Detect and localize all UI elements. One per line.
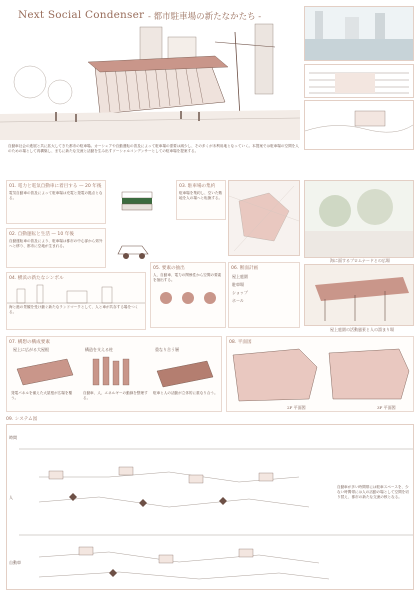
intro-text: 自動車社会の進展と共に拡大してきた都市の駐車場。カーシェアや自動運転の普及によって駐車場の需要は減少し、その多くが未利用地となっていく。本提案では駐車場の空間を人のための場として再構築し、まちに新たな交流と活動を生み出すソーシャルコンデンサーとしての駐車場を提案する。 <box>8 144 299 153</box>
row-label-cars: 自動車 <box>9 560 21 565</box>
section-elevation <box>304 64 414 98</box>
section-01-title: 01. 電力と電気自動車に着目する — 20 年後 <box>9 184 102 189</box>
section-07-title: 07. 構想の構成要素 <box>9 340 50 345</box>
section-01-text: 電気自動車の普及によって駐車場は充電と発電の拠点となる。 <box>9 191 103 200</box>
section-03-title: 03. 駐車場の集約 <box>179 184 216 189</box>
bay-sketch <box>304 100 414 150</box>
section-06-label-3: ショップ <box>232 290 248 295</box>
component-3-text: 駐車と人の活動が立体的に重なり合う。 <box>153 391 218 395</box>
component-3-title: 重なり合う層 <box>155 347 179 352</box>
plaza-image <box>304 180 414 258</box>
section-03-text: 駐車場を集約し、空いた敷地を人の場へと転換する。 <box>179 191 223 200</box>
section-05-text: 人、自動車、電力の関係性から空間の要素を抽出する。 <box>153 273 222 282</box>
section-07 <box>6 336 222 412</box>
section-06 <box>228 262 300 328</box>
section-02 <box>6 228 106 268</box>
plan-label-3f: 3F 平面図 <box>377 405 396 410</box>
section-02-text: 自動運転車の普及により、駐車場は都市の中心部から郊外へと移り、都市に空地が生まれる。 <box>9 239 103 248</box>
section-01 <box>6 180 106 224</box>
section-03 <box>176 180 226 220</box>
section-04 <box>6 272 146 330</box>
component-2-title: 構造を支える柱 <box>85 347 113 352</box>
row-label-time: 時間 <box>9 435 17 440</box>
section-06-label-2: 駐車場 <box>232 282 244 287</box>
row-label-people: 人 <box>9 495 13 500</box>
aerial-photo <box>304 6 414 61</box>
component-1-title: 屋上に広がる大屋根 <box>13 347 49 352</box>
site-map <box>228 180 300 256</box>
roof-caption: 屋上庭園の活動風景と人の溜まり場 <box>330 327 394 332</box>
component-2-text: 自動車、人、エネルギーの動線を整理する。 <box>83 391 148 400</box>
component-1-text: 発電パネルを備えた大屋根が広場を覆う。 <box>11 391 73 400</box>
poster-subtitle: - 都市駐車場の新たなかたち - <box>148 12 262 22</box>
system-diagram <box>6 424 414 590</box>
roof-image <box>304 264 414 326</box>
plaza-caption: 海に面するプロムナードとの広場 <box>330 258 390 263</box>
section-04-text: 海と港の景観を受け継ぐ新たなランドマークとして、人と車が共存する場をつくる。 <box>9 305 139 314</box>
diagram-title: 09. システム図 <box>6 417 38 422</box>
section-06-label-1: 屋上庭園 <box>232 274 248 279</box>
hero-perspective <box>0 22 300 140</box>
section-06-title: 06. 断面計画 <box>231 266 259 271</box>
section-04-title: 04. 横浜の新たなシンボル <box>9 276 64 281</box>
section-06-label-4: ホール <box>232 298 244 303</box>
poster-title: Next Social Condenser <box>18 9 145 21</box>
section-08-title: 08. 平面図 <box>229 340 252 345</box>
diagram-note: 自動車が多い時間帯には駐車スペースを、少ない時間帯には人の活動の場として空間を切り替え、都市の新たな交流の核となる。 <box>337 485 409 499</box>
car-sketch <box>112 236 162 262</box>
plan-label-2f: 2F 平面図 <box>287 405 306 410</box>
section-05 <box>150 262 226 328</box>
section-05-title: 05. 要素の抽出 <box>153 266 185 271</box>
section-08 <box>226 336 414 412</box>
battery-diagram <box>112 188 172 216</box>
section-02-title: 02. 自動運転と生活 — 10 年後 <box>9 232 74 237</box>
